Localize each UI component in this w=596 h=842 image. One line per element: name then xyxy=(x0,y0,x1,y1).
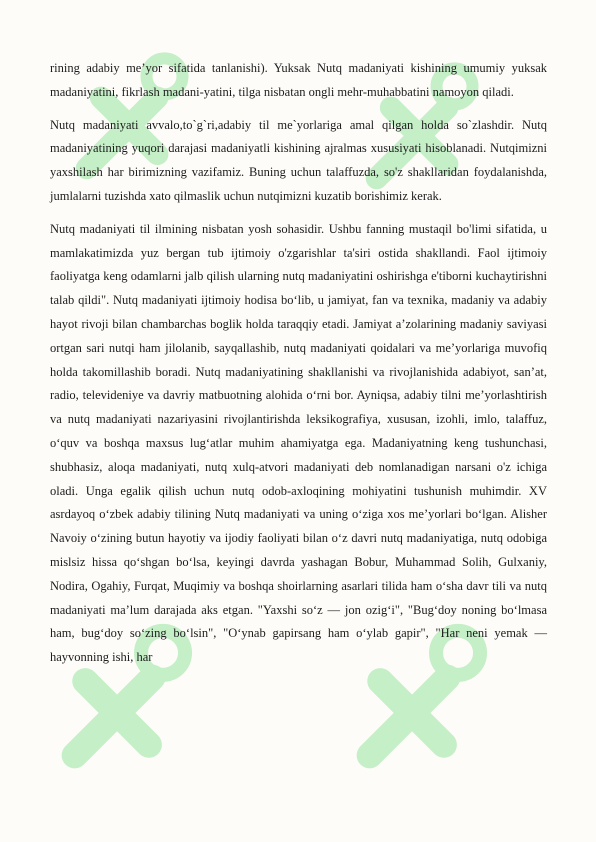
document-body xyxy=(50,57,547,679)
paragraph-1: rining adabiy me’yor sifatida tanlanishi). Yuksak Nutq madaniyati kishining umumiy yuksak madaniyatini, fikrlash madani-yatini, tilga nisbatan ongli mehr-muhabbatini namoyon qiladi. xyxy=(50,61,547,99)
paragraph-3: Nutq madaniyati til ilmining nisbatan yosh sohasidir. Ushbu fanning mustaqil bo'limi sifatida, u mamlakatimizda yuz bergan tub ijtimoiy o'zgarishlar ta'siri ostida shakllandi. Faol ijtimoiy faoliyatga keng odamlarni jalb qilish ularning nutq madaniyatini oshirishga e'tiborni kuchaytirishni talab qildi". Nutq madaniyati ijtimoiy hodisa bo‘lib, u jamiyat, fan va texnika, madaniy va adabiy hayot rivoji bilan chambarchas boglik holda taraqqiy etadi. Jamiyat a’zolarining madaniy saviyasi ortgan sari nutqi ham jilolanib, sayqallashib, nutq madaniyati qoidalari va me’yorlariga muvofiq holda takomillashib boradi. Nutq madaniyatining shakllanishi va rivojlanishida adabiyot, san’at, radio, televideniye va davriy matbuotning alohida o‘rni bor. Ayniqsa, adabiy tilni me’yorlashtirish va nutq madaniyati nazariyasini rivojlantirishda leksikografiya, xususan, izohli, imlo, talaffuz, o‘quv va boshqa maxsus lug‘atlar muhim ahamiyatga ega. Madaniyatning keng tushunchasi, shubhasiz, aloqa madaniyati, nutq xulq-atvori madaniyati deb nomlanadigan narsani o'z ichiga oladi. Unga egalik qilish uchun nutq odob-axloqining mohiyatini tushunish muhimdir. XV asrdayoq o‘zbek adabiy tilining Nutq madaniyati va uning o‘ziga xos me’yorlari bo‘lgan. Alisher Navoiy o‘zining butun hayotiy va ijodiy faoliyati bilan o‘z davri nutq madaniyatiga, nutq odobiga mislsiz hissa qo‘shgan bo‘lsa, keyingi davrda yashagan Bobur, Muhammad Solih, Gulxaniy, Nodira, Ogahiy, Furqat, Muqimiy va boshqa shoirlarning asarlari tilida ham o‘sha davr tili va nutq madaniyati ma’lum darajada aks etgan. "Yaxshi so‘z — jon ozig‘i", "Bug‘doy noning bo‘lmasa ham, bug‘doy so‘zing bo‘lsin", "O‘ynab gapirsang ham o‘ylab gapir", "Har neni yemak — hayvonning ishi, har xyxy=(50,221,547,665)
paragraph-2: Nutq madaniyati avvalo,to`g`ri,adabiy til me`yorlariga amal qilgan holda so`zlashdir. Nutq madaniyatining yuqori darajasi madaniyatli kishining ajralmas xususiyati hisoblanadi. Nutqimizni yaxshilash har birimizning vazifamiz. Buning uchun talaffuzda, so'z shakllaridan foydalanishda, jumlalarni tuzishda xato qilmaslik uchun nutqimizni kuzatib borishimiz kerak. xyxy=(50,117,547,203)
